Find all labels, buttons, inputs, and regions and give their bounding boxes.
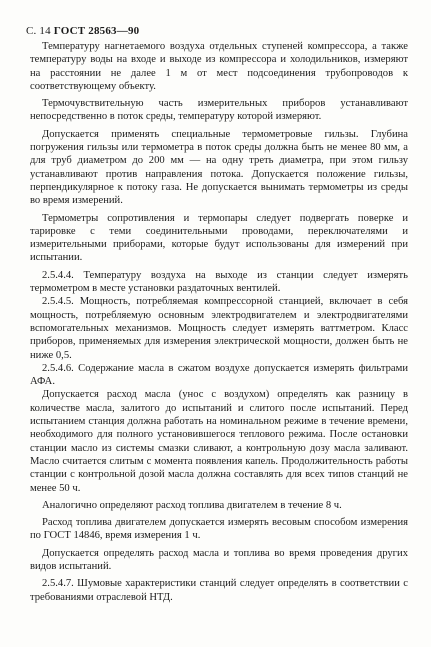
paragraph: Расход топлива двигателем допускается измерять весовым способом измерения по ГОСТ 14846, время измерения 1 ч. [30,517,408,542]
page-header [26,25,139,37]
standard-code: ГОСТ 28563—90 [53,25,140,37]
paragraph: Температуру нагнетаемого воздуха отдельных ступеней компрессора, а также температуру воды на входе и выходе из компрессора и холодильников, измеряют на расстоянии не далее 1 м от мест подсоединения трубопроводов к соответствующему объекту. [30,41,408,92]
paragraph: 2.5.4.6. Содержание масла в сжатом воздухе допускается измерять фильтрами АФА. [30,362,408,388]
paragraph: 2.5.4.4. Температуру воздуха на выходе из станции следует измерять термометром в месте установки раздаточных вентилей. [30,269,408,295]
paragraph: Термочувствительную часть измерительных приборов устанавливают непосредственно в поток среды, температуру которой измеряют. [30,98,408,123]
paragraph: Термометры сопротивления и термопары следует подвергать поверке и тарировке с теми соединительными проводами, переключателями и измерительными приборами, которые будут использованы для измерений при испытании. [30,212,408,264]
paragraph: Допускается определять расход масла и топлива во время проведения других видов испытаний. [30,547,408,572]
paragraph: 2.5.4.7. Шумовые характеристики станций следует определять в соответствии с требованиями отраслевой НТД. [30,578,408,603]
paragraph: Аналогично определяют расход топлива двигателем в течение 8 ч. [42,499,342,511]
paragraph: Допускается расход масла (унос с воздухом) определять как разницу в количестве масла, залитого до испытаний и слитого после испытаний. Перед испытанием станция должна работать на номинальном режиме в течение времени, необходимого для полного установившегося теплового режима. После остановки станции масло из системы смазки сливают, а контрольную дозу масла заливают. Масло считается слитым с момента появления капель. Продолжительность работы станции с контрольной дозой масла должна составлять для всех типов станций не менее 50 ч. [30,389,408,494]
paragraph: Допускается применять специальные термометровые гильзы. Глубина погружения гильзы или термометра в поток среды должна быть не менее 80 мм, а для труб диаметром до 200 мм — на одну треть диаметра, при этом гильзу устанавливают против направления потока. Допускается положение гильзы, перпендикулярное к потоку газа. Не допускается вынимать термометры из среды во время измерений. [30,128,408,207]
paragraph: 2.5.4.5. Мощность, потребляемая компрессорной станцией, включает в себя мощность, потребляемую основным электродвигателем и электродвигателями вспомогательных механизмов. Мощность следует измерять ваттметром. Класс приборов, применяемых для измерения электрической мощности, должен быть не ниже 0,5. [30,296,408,361]
document-body [30,40,408,608]
page-number: С. 14 [26,25,51,37]
